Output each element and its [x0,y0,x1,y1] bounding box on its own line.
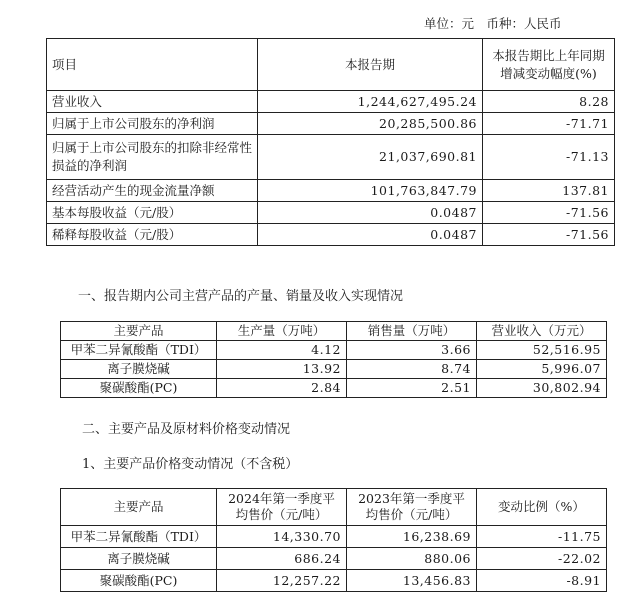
table-header-row [61,489,607,526]
price-2023: 16,238.69 [347,526,477,548]
header-product: 主要产品 [61,322,217,341]
row-change: 8.28 [483,91,615,113]
price-2024: 686.24 [217,548,347,570]
header-sales: 销售量（万吨） [347,322,477,341]
revenue-value: 5,996.07 [477,360,607,379]
row-label: 归属于上市公司股东的扣除非经常性损益的净利润 [47,135,258,180]
row-value: 0.0487 [258,224,483,246]
table-header-row [61,322,607,341]
price-2024: 14,330.70 [217,526,347,548]
table-row [61,341,607,360]
change-ratio: -8.91 [477,570,607,592]
row-value: 20,285,500.86 [258,113,483,135]
row-label: 经营活动产生的现金流量净额 [47,180,258,202]
table-row [61,570,607,592]
product-name: 离子膜烧碱 [61,548,217,570]
product-name: 甲苯二异氰酸酯（TDI） [61,341,217,360]
production-value: 13.92 [217,360,347,379]
product-price-table [60,488,607,592]
row-value: 0.0487 [258,202,483,224]
header-price-2024: 2024年第一季度平均售价（元/吨） [217,489,347,526]
change-ratio: -11.75 [477,526,607,548]
table-row [47,202,615,224]
header-price-2023: 2023年第一季度平均售价（元/吨） [347,489,477,526]
table-header-row [47,39,615,91]
table-row [47,113,615,135]
row-label: 营业收入 [47,91,258,113]
row-change: -71.56 [483,224,615,246]
product-name: 甲苯二异氰酸酯（TDI） [61,526,217,548]
unit-currency-note: 单位：元 币种：人民币 [424,16,562,31]
table-row [61,526,607,548]
production-value: 2.84 [217,379,347,398]
header-current-period: 本报告期 [258,39,483,91]
table-row [47,180,615,202]
product-name: 离子膜烧碱 [61,360,217,379]
table-row [61,379,607,398]
price-2023: 880.06 [347,548,477,570]
sales-value: 3.66 [347,341,477,360]
sales-value: 2.51 [347,379,477,398]
section-title-price-change: 二、主要产品及原材料价格变动情况 [82,422,291,437]
subsection-title-product-price: 1、主要产品价格变动情况（不含税） [82,457,299,472]
table-row [47,224,615,246]
price-2023: 13,456.83 [347,570,477,592]
header-item: 项目 [47,39,258,91]
revenue-value: 52,516.95 [477,341,607,360]
table-row [61,548,607,570]
table-row [47,91,615,113]
production-value: 4.12 [217,341,347,360]
header-production: 生产量（万吨） [217,322,347,341]
row-change: -71.13 [483,135,615,180]
row-change: 137.81 [483,180,615,202]
product-name: 聚碳酸酯(PC) [61,570,217,592]
financial-summary-table [46,38,615,246]
change-ratio: -22.02 [477,548,607,570]
production-sales-table [60,321,607,398]
row-value: 101,763,847.79 [258,180,483,202]
header-product: 主要产品 [61,489,217,526]
header-change-ratio: 变动比例（%） [477,489,607,526]
price-2024: 12,257.22 [217,570,347,592]
header-yoy-change: 本报告期比上年同期增减变动幅度(%) [483,39,615,91]
row-label: 稀释每股收益（元/股） [47,224,258,246]
header-revenue: 营业收入（万元） [477,322,607,341]
row-value: 1,244,627,495.24 [258,91,483,113]
row-label: 基本每股收益（元/股） [47,202,258,224]
row-change: -71.56 [483,202,615,224]
revenue-value: 30,802.94 [477,379,607,398]
row-change: -71.71 [483,113,615,135]
sales-value: 8.74 [347,360,477,379]
table-row [61,360,607,379]
row-label: 归属于上市公司股东的净利润 [47,113,258,135]
section-title-production: 一、报告期内公司主营产品的产量、销量及收入实现情况 [78,289,404,304]
row-value: 21,037,690.81 [258,135,483,180]
table-row [47,135,615,180]
product-name: 聚碳酸酯(PC) [61,379,217,398]
